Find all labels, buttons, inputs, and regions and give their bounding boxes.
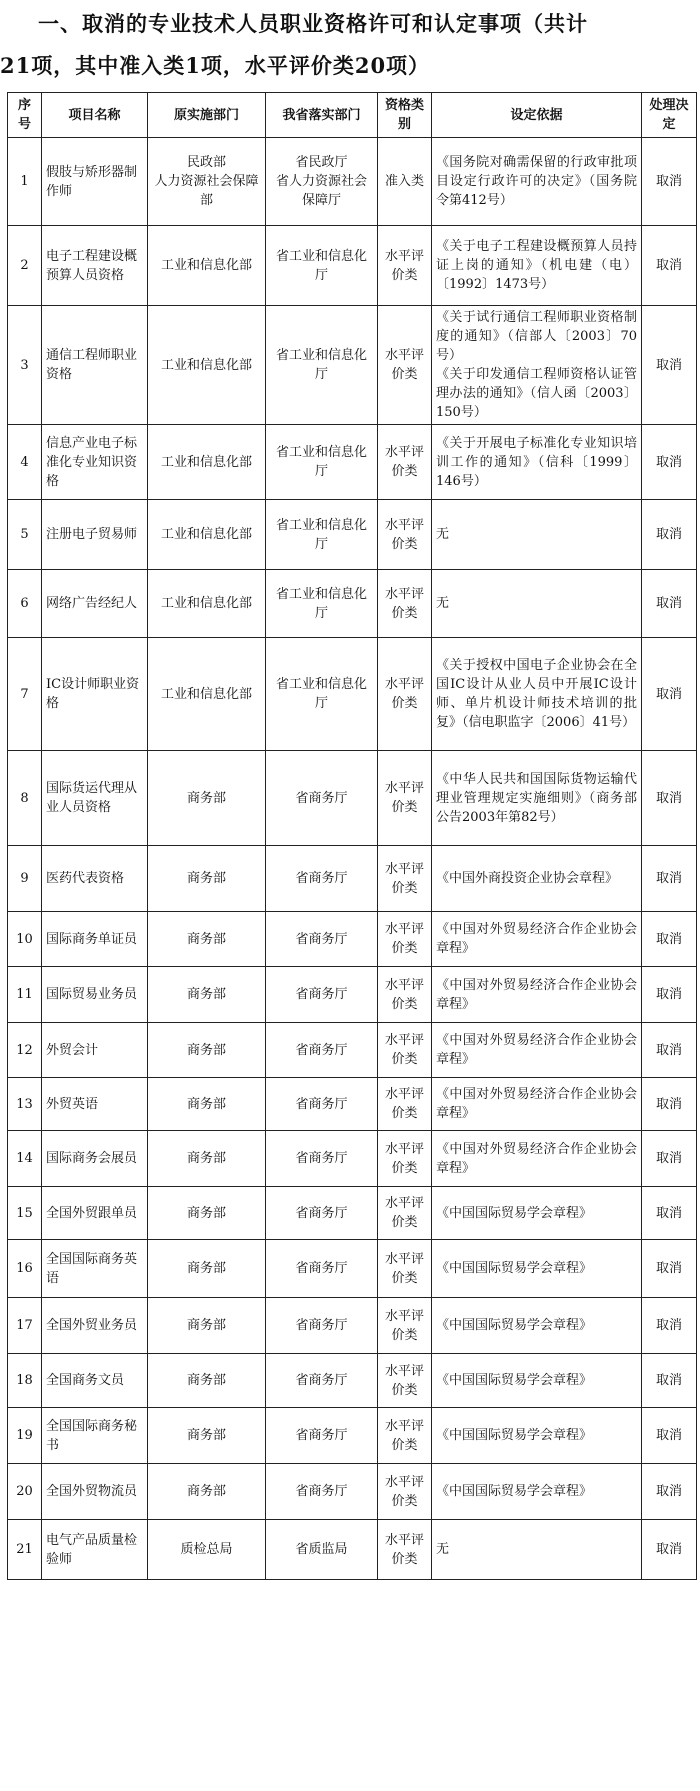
table-row xyxy=(8,1078,697,1131)
legal-basis-line: 《关于试行通信工程师职业资格制度的通知》（信部人〔2003〕70号） xyxy=(436,310,637,363)
row-number: 13 xyxy=(8,1078,42,1131)
legal-basis xyxy=(432,1131,642,1187)
decision: 取消 xyxy=(642,1408,697,1464)
item-name: 假肢与矫形器制作师 xyxy=(42,138,148,226)
provincial-department: 省商务厅 xyxy=(266,967,378,1023)
legal-basis xyxy=(432,425,642,500)
row-number: 18 xyxy=(8,1354,42,1408)
item-name: 电子工程建设概预算人员资格 xyxy=(42,226,148,306)
row-number: 2 xyxy=(8,226,42,306)
table-row xyxy=(8,638,697,751)
legal-basis-line: 无 xyxy=(436,1542,450,1557)
row-number: 20 xyxy=(8,1464,42,1520)
legal-basis xyxy=(432,1354,642,1408)
provincial-department: 省商务厅 xyxy=(266,1354,378,1408)
table-row xyxy=(8,306,697,425)
row-number: 12 xyxy=(8,1023,42,1078)
original-department: 民政部 人力资源社会保障部 xyxy=(148,138,266,226)
item-name: 外贸会计 xyxy=(42,1023,148,1078)
provincial-department: 省商务厅 xyxy=(266,1131,378,1187)
provincial-department: 省工业和信息化厅 xyxy=(266,638,378,751)
decision: 取消 xyxy=(642,1131,697,1187)
qualification-table xyxy=(7,92,697,1580)
legal-basis xyxy=(432,570,642,638)
table-row xyxy=(8,1354,697,1408)
legal-basis-line: 《关于电子工程建设概预算人员持证上岗的通知》（机电建（电）〔1992〕1473号） xyxy=(436,239,637,292)
legal-basis xyxy=(432,1520,642,1580)
legal-basis-line: 《关于开展电子标准化专业知识培训工作的通知》（信科〔1999〕146号） xyxy=(436,435,637,489)
qualification-type: 水平评价类 xyxy=(378,967,432,1023)
provincial-department: 省工业和信息化厅 xyxy=(266,226,378,306)
legal-basis-line: 无 xyxy=(436,527,450,542)
original-department: 商务部 xyxy=(148,1354,266,1408)
decision: 取消 xyxy=(642,1078,697,1131)
row-number: 5 xyxy=(8,500,42,570)
item-name: 全国商务文员 xyxy=(42,1354,148,1408)
item-name: IC设计师职业资格 xyxy=(42,638,148,751)
original-department: 商务部 xyxy=(148,1408,266,1464)
original-department: 商务部 xyxy=(148,751,266,846)
legal-basis-line: 《中国外商投资企业协会章程》 xyxy=(436,871,619,886)
table-row xyxy=(8,846,697,912)
provincial-department: 省商务厅 xyxy=(266,1078,378,1131)
header-no: 序号 xyxy=(8,93,42,138)
row-number: 3 xyxy=(8,306,42,425)
table-body xyxy=(8,138,697,1580)
legal-basis xyxy=(432,500,642,570)
provincial-department: 省商务厅 xyxy=(266,1408,378,1464)
item-name: 国际商务会展员 xyxy=(42,1131,148,1187)
legal-basis-line: 《中国国际贸易学会章程》 xyxy=(436,1373,593,1388)
legal-basis xyxy=(432,1023,642,1078)
provincial-department: 省商务厅 xyxy=(266,1023,378,1078)
original-department: 商务部 xyxy=(148,1298,266,1354)
original-department: 工业和信息化部 xyxy=(148,306,266,425)
qualification-type: 水平评价类 xyxy=(378,226,432,306)
original-department: 商务部 xyxy=(148,1078,266,1131)
table-row xyxy=(8,500,697,570)
row-number: 10 xyxy=(8,912,42,967)
legal-basis-line: 《中国国际贸易学会章程》 xyxy=(436,1318,593,1333)
table-row xyxy=(8,1408,697,1464)
qualification-type: 水平评价类 xyxy=(378,1464,432,1520)
qualification-type: 水平评价类 xyxy=(378,500,432,570)
original-department: 商务部 xyxy=(148,1464,266,1520)
original-department: 商务部 xyxy=(148,1131,266,1187)
qualification-type: 水平评价类 xyxy=(378,638,432,751)
decision: 取消 xyxy=(642,1354,697,1408)
legal-basis-line: 《中国对外贸易经济合作企业协会章程》 xyxy=(436,977,637,1012)
original-department: 质检总局 xyxy=(148,1520,266,1580)
decision: 取消 xyxy=(642,500,697,570)
legal-basis-line: 《关于授权中国电子企业协会在全国IC设计从业人员中开展IC设计师、单片机设计师技术培训的批复》（信电职监字〔2006〕41号） xyxy=(436,658,637,730)
row-number: 11 xyxy=(8,967,42,1023)
qualification-type: 水平评价类 xyxy=(378,1520,432,1580)
title-line-2: 21项，其中准入类1项，水平评价类20项） xyxy=(0,53,431,78)
table-row xyxy=(8,912,697,967)
header-action: 处理决定 xyxy=(642,93,697,138)
legal-basis-line: 《中国对外贸易经济合作企业协会章程》 xyxy=(436,1087,637,1121)
original-department: 工业和信息化部 xyxy=(148,638,266,751)
legal-basis-line: 《中国对外贸易经济合作企业协会章程》 xyxy=(436,1141,637,1176)
decision: 取消 xyxy=(642,1298,697,1354)
legal-basis xyxy=(432,1298,642,1354)
provincial-department: 省工业和信息化厅 xyxy=(266,306,378,425)
provincial-department: 省商务厅 xyxy=(266,1240,378,1298)
table-row xyxy=(8,1131,697,1187)
decision: 取消 xyxy=(642,751,697,846)
row-number: 21 xyxy=(8,1520,42,1580)
qualification-type: 水平评价类 xyxy=(378,425,432,500)
table-row xyxy=(8,1023,697,1078)
table-row xyxy=(8,226,697,306)
row-number: 8 xyxy=(8,751,42,846)
legal-basis-line: 《中华人民共和国国际货物运输代理业管理规定实施细则》（商务部公告2003年第82号） xyxy=(436,771,637,825)
legal-basis xyxy=(432,1464,642,1520)
decision: 取消 xyxy=(642,306,697,425)
legal-basis xyxy=(432,967,642,1023)
row-number: 17 xyxy=(8,1298,42,1354)
decision: 取消 xyxy=(642,425,697,500)
decision: 取消 xyxy=(642,638,697,751)
item-name: 电气产品质量检验师 xyxy=(42,1520,148,1580)
provincial-department: 省商务厅 xyxy=(266,912,378,967)
decision: 取消 xyxy=(642,570,697,638)
table-row xyxy=(8,570,697,638)
legal-basis xyxy=(432,1240,642,1298)
provincial-department: 省质监局 xyxy=(266,1520,378,1580)
qualification-type: 水平评价类 xyxy=(378,1298,432,1354)
table-row xyxy=(8,1240,697,1298)
item-name: 国际货运代理从业人员资格 xyxy=(42,751,148,846)
item-name: 信息产业电子标准化专业知识资格 xyxy=(42,425,148,500)
legal-basis xyxy=(432,751,642,846)
legal-basis-line: 无 xyxy=(436,596,450,611)
row-number: 19 xyxy=(8,1408,42,1464)
legal-basis xyxy=(432,226,642,306)
provincial-department: 省工业和信息化厅 xyxy=(266,500,378,570)
legal-basis-line: 《中国国际贸易学会章程》 xyxy=(436,1261,593,1276)
item-name: 全国外贸业务员 xyxy=(42,1298,148,1354)
provincial-department: 省商务厅 xyxy=(266,846,378,912)
decision: 取消 xyxy=(642,1520,697,1580)
header-name: 项目名称 xyxy=(42,93,148,138)
item-name: 全国国际商务英语 xyxy=(42,1240,148,1298)
provincial-department: 省工业和信息化厅 xyxy=(266,425,378,500)
original-department: 工业和信息化部 xyxy=(148,500,266,570)
item-name: 国际商务单证员 xyxy=(42,912,148,967)
header-local: 我省落实部门 xyxy=(266,93,378,138)
qualification-type: 水平评价类 xyxy=(378,1354,432,1408)
decision: 取消 xyxy=(642,1240,697,1298)
header-org: 原实施部门 xyxy=(148,93,266,138)
legal-basis xyxy=(432,1408,642,1464)
legal-basis-line: 《中国对外贸易经济合作企业协会章程》 xyxy=(436,1033,637,1067)
table-row xyxy=(8,1298,697,1354)
original-department: 商务部 xyxy=(148,1240,266,1298)
provincial-department: 省商务厅 xyxy=(266,1464,378,1520)
item-name: 国际贸易业务员 xyxy=(42,967,148,1023)
item-name: 通信工程师职业资格 xyxy=(42,306,148,425)
legal-basis xyxy=(432,912,642,967)
legal-basis xyxy=(432,1187,642,1240)
original-department: 商务部 xyxy=(148,846,266,912)
table-row xyxy=(8,751,697,846)
original-department: 工业和信息化部 xyxy=(148,226,266,306)
legal-basis-line: 《中国国际贸易学会章程》 xyxy=(436,1205,593,1221)
provincial-department: 省商务厅 xyxy=(266,751,378,846)
original-department: 工业和信息化部 xyxy=(148,570,266,638)
qualification-type: 水平评价类 xyxy=(378,1023,432,1078)
qualification-type: 水平评价类 xyxy=(378,1408,432,1464)
item-name: 医药代表资格 xyxy=(42,846,148,912)
table-row xyxy=(8,967,697,1023)
row-number: 4 xyxy=(8,425,42,500)
qualification-type: 准入类 xyxy=(378,138,432,226)
document-title xyxy=(0,0,700,82)
decision: 取消 xyxy=(642,967,697,1023)
row-number: 16 xyxy=(8,1240,42,1298)
decision: 取消 xyxy=(642,1023,697,1078)
row-number: 6 xyxy=(8,570,42,638)
row-number: 1 xyxy=(8,138,42,226)
decision: 取消 xyxy=(642,846,697,912)
qualification-type: 水平评价类 xyxy=(378,1187,432,1240)
qualification-type: 水平评价类 xyxy=(378,912,432,967)
legal-basis xyxy=(432,846,642,912)
provincial-department: 省工业和信息化厅 xyxy=(266,570,378,638)
provincial-department: 省商务厅 xyxy=(266,1298,378,1354)
legal-basis xyxy=(432,638,642,751)
legal-basis xyxy=(432,138,642,226)
row-number: 9 xyxy=(8,846,42,912)
header-basis: 设定依据 xyxy=(432,93,642,138)
item-name: 全国国际商务秘书 xyxy=(42,1408,148,1464)
provincial-department: 省商务厅 xyxy=(266,1187,378,1240)
item-name: 全国外贸跟单员 xyxy=(42,1187,148,1240)
legal-basis-line: 《关于印发通信工程师资格认证管理办法的通知》（信人函〔2003〕150号） xyxy=(436,367,637,420)
original-department: 商务部 xyxy=(148,967,266,1023)
original-department: 商务部 xyxy=(148,1187,266,1240)
legal-basis-line: 《国务院对确需保留的行政审批项目设定行政许可的决定》（国务院令第412号） xyxy=(436,155,637,208)
legal-basis xyxy=(432,306,642,425)
table-row xyxy=(8,425,697,500)
item-name: 注册电子贸易师 xyxy=(42,500,148,570)
row-number: 15 xyxy=(8,1187,42,1240)
table-row xyxy=(8,1464,697,1520)
qualification-type: 水平评价类 xyxy=(378,751,432,846)
table-header-row xyxy=(8,93,697,138)
item-name: 外贸英语 xyxy=(42,1078,148,1131)
qualification-type: 水平评价类 xyxy=(378,846,432,912)
table-row xyxy=(8,1187,697,1240)
item-name: 全国外贸物流员 xyxy=(42,1464,148,1520)
table-row xyxy=(8,1520,697,1580)
title-line-1: 一、取消的专业技术人员职业资格许可和认定事项（共计 xyxy=(38,11,588,36)
provincial-department: 省民政厅 省人力资源社会保障厅 xyxy=(266,138,378,226)
item-name: 网络广告经纪人 xyxy=(42,570,148,638)
row-number: 14 xyxy=(8,1131,42,1187)
qualification-type: 水平评价类 xyxy=(378,1078,432,1131)
header-type: 资格类别 xyxy=(378,93,432,138)
decision: 取消 xyxy=(642,226,697,306)
original-department: 商务部 xyxy=(148,912,266,967)
original-department: 商务部 xyxy=(148,1023,266,1078)
qualification-type: 水平评价类 xyxy=(378,1131,432,1187)
decision: 取消 xyxy=(642,1464,697,1520)
legal-basis-line: 《中国国际贸易学会章程》 xyxy=(436,1428,593,1443)
decision: 取消 xyxy=(642,1187,697,1240)
qualification-type: 水平评价类 xyxy=(378,1240,432,1298)
decision: 取消 xyxy=(642,138,697,226)
qualification-type: 水平评价类 xyxy=(378,306,432,425)
row-number: 7 xyxy=(8,638,42,751)
legal-basis xyxy=(432,1078,642,1131)
qualification-type: 水平评价类 xyxy=(378,570,432,638)
decision: 取消 xyxy=(642,912,697,967)
original-department: 工业和信息化部 xyxy=(148,425,266,500)
table-row xyxy=(8,138,697,226)
legal-basis-line: 《中国国际贸易学会章程》 xyxy=(436,1484,593,1499)
legal-basis-line: 《中国对外贸易经济合作企业协会章程》 xyxy=(436,922,637,956)
